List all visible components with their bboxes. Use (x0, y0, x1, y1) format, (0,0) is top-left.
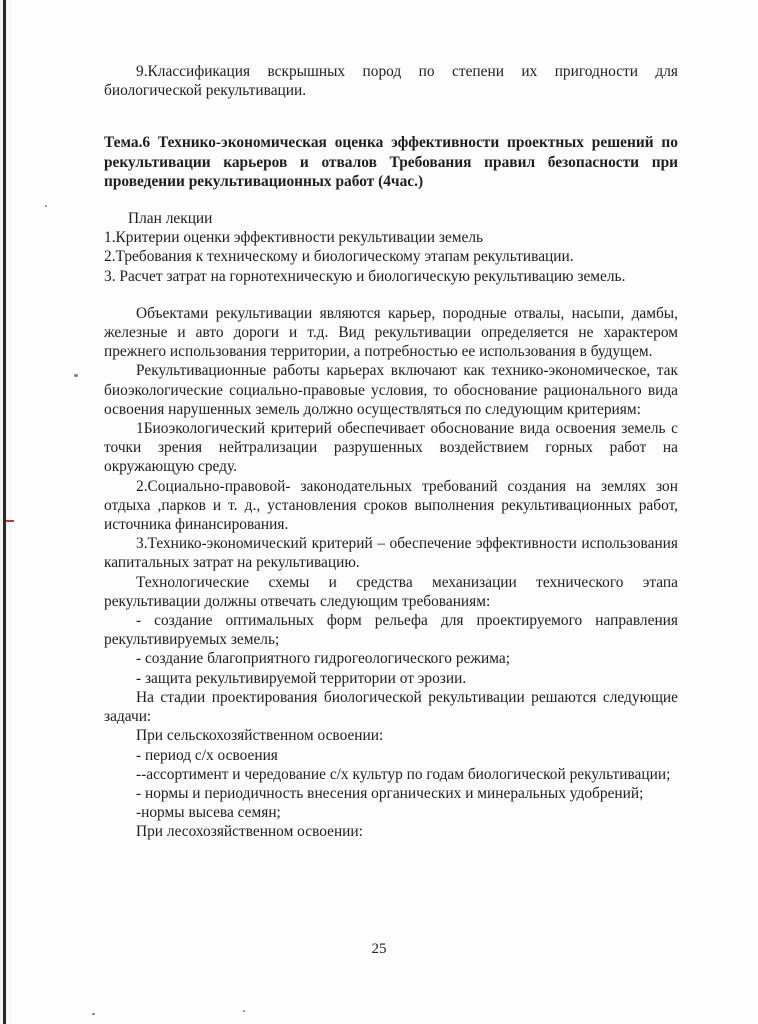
plan-item: 3. Расчет затрат на горнотехническую и биологическую рекультивацию земель. (104, 267, 626, 285)
scan-speck (92, 1013, 95, 1015)
body-paragraph: Объектами рекультивации являются карьер, породные отвалы, насыпи, дамбы, железные и авто дороги и т.д. Вид рекультивации определяется не характером прежнего использования территории, а потребностью ее использования в будущем. (104, 304, 678, 361)
scan-speck (74, 374, 78, 377)
body-paragraph: Технологические схемы и средства механизации технического этапа рекультивации должны отвечать следующим требованиям: (104, 573, 678, 610)
subheading-line: При лесохозяйственном освоении: (136, 823, 363, 841)
subheading-line: При сельскохозяйственном освоении: (136, 727, 384, 745)
task-item: - нормы и периодичность внесения органических и минеральных удобрений; (136, 784, 644, 802)
requirement-item: - создание благоприятного гидрогеологического режима; (136, 650, 510, 668)
body-paragraph: Рекультивационные работы карьерах включают как технико-экономическое, так биоэкологические социально-правовые условия, то обоснование рационального вида освоения нарушенных земель должно осуществляться по следующим критериям: (104, 362, 678, 418)
scan-mark (6, 520, 14, 522)
body-paragraph: На стадии проектирования биологической рекультивации решаются следующие задачи: (104, 688, 678, 726)
scan-edge (0, 0, 12, 1024)
requirement-item: - создание оптимальных форм рельефа для проектируемого направления рекультивируемых земель; (104, 612, 678, 649)
scan-speck (45, 205, 47, 207)
requirement-item: - защита рекультивируемой территории от эрозии. (136, 669, 467, 687)
task-item: - период с/х освоения (136, 746, 278, 764)
page-number: 25 (371, 941, 387, 957)
scan-speck (243, 1010, 245, 1012)
task-item: --ассортимент и чередование с/х культур по годам биологической рекультивации; (136, 765, 671, 783)
task-item: -нормы высева семян; (136, 804, 281, 822)
criterion-paragraph: 3.Технико-экономический критерий – обеспечение эффективности использования капитальных затрат на рекультивацию. (104, 535, 678, 572)
plan-title: План лекции (128, 210, 213, 228)
plan-item: 1.Критерии оценки эффективности рекультивации земель (104, 229, 484, 247)
topic-heading: Тема.6 Технико-экономическая оценка эффективности проектных решений по рекультивации карьеров и отвалов Требования правил безопасности при проведении рекультивационных работ (4час.) (104, 134, 678, 190)
intro-list-item: 9.Классификация вскрышных пород по степени их пригодности для биологической рекультивации. (104, 63, 678, 100)
criterion-paragraph: 2.Социально-правовой- законодательных требований создания на землях зон отдыха ,парков и т. д., установления сроков выполнения рекультивационных работ, источника финансирования. (104, 477, 678, 534)
criterion-paragraph: 1Биоэкологический критерий обеспечивает обоснование вида освоения земель с точки зрения нейтрализации разрушенных воздействием горных работ на окружающую среду. (104, 420, 678, 476)
plan-item: 2.Требования к техническому и биологическому этапам рекультивации. (104, 248, 574, 266)
page-content (104, 62, 678, 842)
